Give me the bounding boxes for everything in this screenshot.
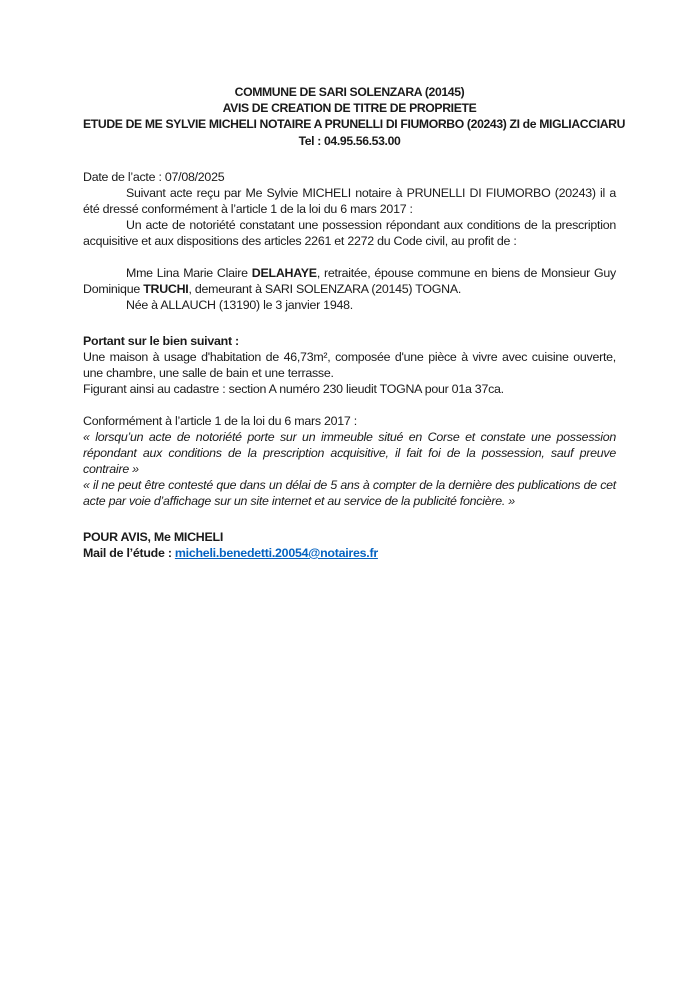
- spacer: [83, 509, 616, 529]
- signature-text: POUR AVIS, Me MICHELI: [83, 529, 224, 544]
- mail-label: Mail de l’étude :: [83, 545, 175, 560]
- property-heading: [83, 333, 616, 349]
- law-quote-2-text: « il ne peut être contesté que dans un délai de 5 ans à compter de la dernière des publications de cet acte par voie d’affichage sur un site internet et au service de la publicité foncière. »: [83, 477, 616, 508]
- spacer: [83, 313, 616, 333]
- notice-page: [83, 84, 626, 561]
- law-quote-2: [83, 477, 616, 509]
- spacer: [83, 149, 616, 169]
- header-phone: Tel : 04.95.56.53.00: [298, 133, 401, 148]
- acte-paragraph-2: Un acte de notoriété constatant une possession répondant aux conditions de la prescription acquisitive et aux dispositions des articles 2261 et 2272 du Code civil, au profit de :: [83, 217, 616, 248]
- beneficiary-suffix: , demeurant à SARI SOLENZARA (20145) TOGNA.: [188, 281, 462, 296]
- acte-paragraph-1: Suivant acte reçu par Me Sylvie MICHELI notaire à PRUNELLI DI FIUMORBO (20243) il a été dressé conformément à l’article 1 de la loi du 6 mars 2017 :: [83, 185, 616, 216]
- spacer: [83, 249, 616, 265]
- header-commune: COMMUNE DE SARI SOLENZARA (20145): [234, 85, 465, 99]
- property-heading-text: Portant sur le bien suivant :: [83, 333, 239, 348]
- law-intro: Conformément à l’article 1 de la loi du 6 mars 2017 :: [83, 413, 357, 428]
- acte-date: Date de l’acte : 07/08/2025: [83, 169, 225, 184]
- spouse-surname: TRUCHI: [143, 281, 189, 296]
- header-etude: ETUDE DE ME SYLVIE MICHELI NOTAIRE A PRUNELLI DI FIUMORBO (20243) ZI de MIGLIACCIARU: [83, 117, 626, 132]
- beneficiary-paragraph: [83, 265, 616, 297]
- beneficiary-prefix: Mme Lina Marie Claire: [126, 265, 252, 280]
- law-quote-1-text: « lorsqu’un acte de notoriété porte sur un immeuble situé en Corse et constate une possession répondant aux conditions de la prescription acquisitive, il fait foi de la possession, sauf preuve contraire »: [83, 429, 616, 476]
- property-cadastre: Figurant ainsi au cadastre : section A numéro 230 lieudit TOGNA pour 01a 37ca.: [83, 381, 504, 396]
- notice-header: [83, 84, 626, 149]
- beneficiary-middle: , retraitée, épouse commune en biens de Monsieur Guy Dominique: [83, 265, 617, 296]
- spacer: [83, 397, 616, 413]
- property-description: Une maison à usage d'habitation de 46,73m², composée d'une pièce à vivre avec cuisine ouverte, une chambre, une salle de bain et une terrasse.: [83, 349, 616, 380]
- email-link[interactable]: micheli.benedetti.20054@notaires.fr: [174, 545, 378, 560]
- beneficiary-birth: Née à ALLAUCH (13190) le 3 janvier 1948.: [126, 297, 353, 312]
- header-title: AVIS DE CREATION DE TITRE DE PROPRIETE: [222, 101, 477, 116]
- law-quote-1: [83, 429, 616, 477]
- signature: [83, 529, 616, 545]
- beneficiary-surname: DELAHAYE: [251, 265, 317, 280]
- mail-line: [83, 545, 616, 561]
